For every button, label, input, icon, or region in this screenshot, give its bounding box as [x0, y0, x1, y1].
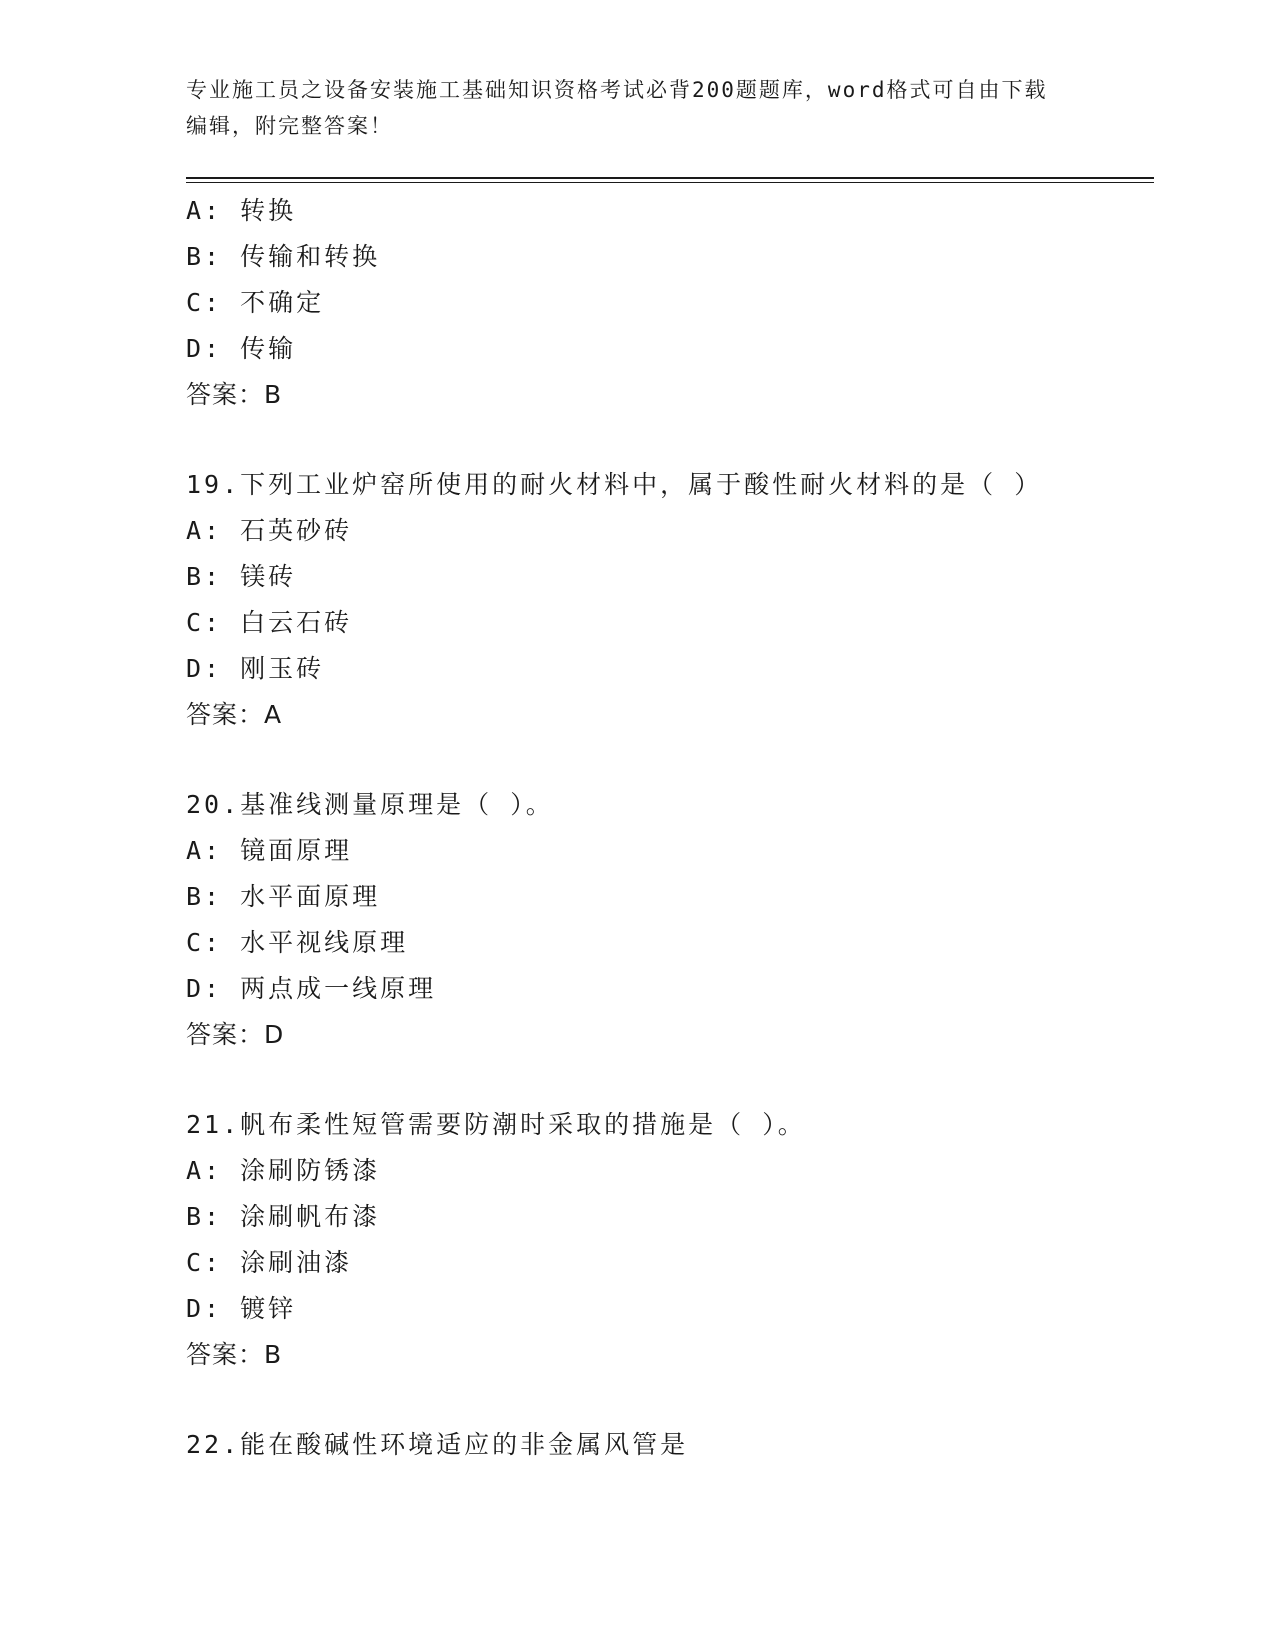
question-text: 21.帆布柔性短管需要防潮时采取的措施是（ ）。: [186, 1110, 806, 1139]
answer-line: 答案：B: [186, 1340, 283, 1369]
option-a: A: 转换: [186, 196, 297, 225]
question-22-block: [186, 1422, 1154, 1468]
option-a: A: 石英砂砖: [186, 516, 353, 545]
option-a: A: 镜面原理: [186, 836, 353, 865]
option-d: D: 两点成一线原理: [186, 974, 437, 1003]
option-c: C: 不确定: [186, 288, 325, 317]
option-b: B: 水平面原理: [186, 882, 381, 911]
answer-line: 答案：A: [186, 700, 283, 729]
question-20-block: [186, 782, 1154, 1058]
header-divider: [186, 177, 1154, 179]
header-divider-thin: [186, 182, 1154, 183]
option-d: D: 镀锌: [186, 1294, 297, 1323]
spacer: [186, 1058, 1154, 1102]
question-19-block: [186, 462, 1154, 738]
option-d: D: 传输: [186, 334, 297, 363]
option-d: D: 刚玉砖: [186, 654, 325, 683]
spacer: [186, 1378, 1154, 1422]
question-21-block: [186, 1102, 1154, 1378]
option-b: B: 涂刷帆布漆: [186, 1202, 381, 1231]
answer-line: 答案：D: [186, 1020, 285, 1049]
option-a: A: 涂刷防锈漆: [186, 1156, 381, 1185]
option-b: B: 镁砖: [186, 562, 297, 591]
question-text: 19.下列工业炉窑所使用的耐火材料中，属于酸性耐火材料的是（ ）: [186, 470, 1043, 499]
spacer: [186, 418, 1154, 462]
answer-line: 答案：B: [186, 380, 283, 409]
question-18-block: [186, 188, 1154, 418]
option-c: C: 涂刷油漆: [186, 1248, 353, 1277]
spacer: [186, 738, 1154, 782]
option-c: C: 水平视线原理: [186, 928, 409, 957]
option-c: C: 白云石砖: [186, 608, 353, 637]
question-list: [186, 188, 1154, 1468]
question-text: 22.能在酸碱性环境适应的非金属风管是: [186, 1430, 689, 1459]
question-text: 20.基准线测量原理是（ ）。: [186, 790, 554, 819]
option-b: B: 传输和转换: [186, 242, 381, 271]
document-header: 专业施工员之设备安装施工基础知识资格考试必背200题题库，word格式可自由下载编辑，附完整答案！: [186, 78, 1048, 138]
